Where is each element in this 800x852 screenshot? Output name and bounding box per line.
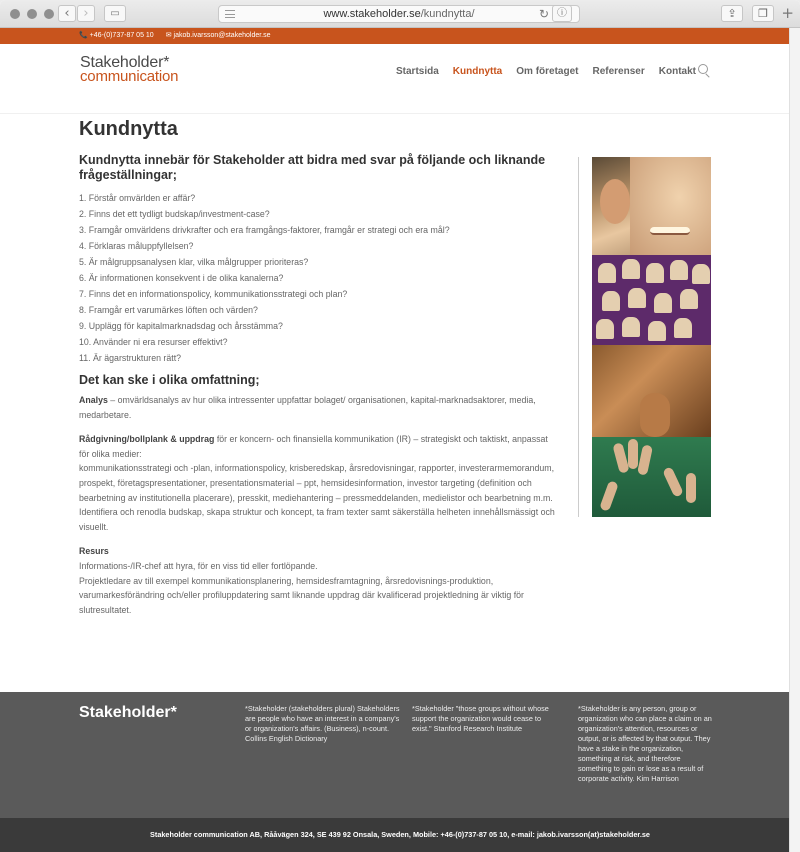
- logo-line-2: communication: [80, 68, 179, 85]
- footer-definition-3: *Stakeholder is any person, group or organization who can place a claim on an organization's attention, resources or output, or is affected by that output. They have a stake in the organization, something at risk, and therefore something to gain or lose as a result of corporate activity. Kim Harrison: [578, 704, 712, 783]
- radgivning-text: för er koncern- och finansiella kommunikation (IR) – strategiskt och taktiskt, anpassat för olika medier:: [79, 434, 548, 459]
- list-item: 10. Använder ni era resurser effektivt?: [79, 337, 228, 347]
- list-item: 8. Framgår ert varumärkes löften och värden?: [79, 305, 258, 315]
- radgivning-list: kommunikationsstrategi och -plan, informationspolicy, krisberedskap, årsredovisningar, rapporter, investerarmemorandum, prospekt, företagspresentationer, presentationsmaterial – ppt, hemsidesinformation, investor targeting (definition och bearbetning av institutionella placerare), presskit, mediehantering – pressmeddelanden, medielistor och bearbetning m.m.: [79, 463, 555, 503]
- list-item: 7. Finns det en informationspolicy, kommunikationsstrategi och plan?: [79, 289, 348, 299]
- nav-item-kontakt[interactable]: Kontakt: [658, 66, 696, 77]
- nav-item-startsida[interactable]: Startsida: [396, 66, 439, 77]
- question-list: [79, 190, 559, 366]
- resurs-line-2: Projektledare av till exempel kommunikationsplanering, hemsidesframtagning, årsredovisnings-produktion, varumarkesförändring och/eller profiluppdatering samt liknande uppdrag där kvalificerad projektledning är viktig för slutresultatet.: [79, 575, 524, 615]
- reader-icon[interactable]: [225, 10, 235, 18]
- main-content: [79, 118, 559, 627]
- topbar-email[interactable]: ✉ jakob.ivarsson@stakeholder.se: [165, 32, 271, 39]
- list-item: 5. Är målgruppsanalysen klar, vilka målgrupper prioriteras?: [79, 257, 309, 267]
- scope-heading: Det kan ske i olika omfattning;: [79, 373, 260, 387]
- list-item: 9. Upplägg för kapitalmarknadsdag och årsstämma?: [79, 321, 283, 331]
- radgivning-label: Rådgivning/bollplank & uppdrag: [79, 434, 215, 445]
- tabs-overview-button[interactable]: ❐: [752, 5, 774, 22]
- topbar-phone[interactable]: 📞 +46-(0)737-87 05 10: [79, 32, 154, 39]
- logo-line-1: Stakeholder*: [80, 54, 170, 71]
- nav-item-om-foretaget[interactable]: Om företaget: [516, 66, 579, 77]
- minimize-window-button[interactable]: [27, 9, 37, 19]
- new-tab-button[interactable]: +: [781, 4, 794, 22]
- list-item: 3. Framgår omvärldens drivkrafter och era framgångs-faktorer, framgår er strategi och era mål?: [79, 225, 450, 235]
- intro-heading: Kundnytta innebär för Stakeholder att bidra med svar på följande och liknande frågeställningar;: [79, 153, 546, 182]
- nav-item-referenser[interactable]: Referenser: [592, 66, 645, 77]
- sidebar-toggle-button[interactable]: ▭: [104, 5, 126, 22]
- radgivning-extra: Identifiera och renodla budskap, skapa struktur och koncept, ta fram texter samt säkerställa helheten innehållsmässigt och visuellt.: [79, 507, 555, 532]
- list-item: 6. Är informationen konsekvent i de olika kanalerna?: [79, 273, 284, 283]
- window-controls: [10, 9, 54, 19]
- analys-text: – omvärldsanalys av hur olika intressenter uppfattar bolaget/ organisationen, kapital-marknadsaktorer, media, medarbetare.: [79, 395, 536, 420]
- forward-button[interactable]: ›: [77, 5, 95, 22]
- address-bar[interactable]: [218, 5, 580, 23]
- phone-text: +46-(0)737-87 05 10: [89, 32, 154, 39]
- audience-3d-glasses-photo: [592, 255, 711, 345]
- page-title: Kundnytta: [79, 118, 178, 140]
- info-button[interactable]: ⓘ: [552, 5, 572, 22]
- url-domain: www.stakeholder.se: [323, 8, 421, 20]
- list-item: 2. Finns det ett tydligt budskap/investment-case?: [79, 209, 270, 219]
- resurs-label: Resurs: [79, 546, 109, 557]
- browser-toolbar: [0, 0, 800, 28]
- analys-paragraph: [79, 393, 559, 422]
- search-icon[interactable]: [698, 64, 708, 74]
- list-item: 4. Förklaras måluppfyllelsen?: [79, 241, 194, 251]
- email-text: jakob.ivarsson@stakeholder.se: [173, 32, 271, 39]
- share-button[interactable]: ⇪: [721, 5, 743, 22]
- footer-bottom-bar: Stakeholder communication AB, Rååvägen 324, SE 439 92 Onsala, Sweden, Mobile: +46-(0)737-87 05 10, e-mail: jakob.ivarsson(at)stakeholder.se: [0, 818, 800, 852]
- zoom-window-button[interactable]: [44, 9, 54, 19]
- close-window-button[interactable]: [10, 9, 20, 19]
- site-logo[interactable]: [80, 56, 178, 84]
- back-button[interactable]: ‹: [58, 5, 76, 22]
- thinking-face-photo: [592, 345, 711, 437]
- radgivning-paragraph: [79, 432, 559, 534]
- boy-ear-photo: [592, 157, 711, 255]
- footer-brand: Stakeholder*: [79, 704, 177, 721]
- site-footer: [0, 692, 800, 818]
- reload-icon[interactable]: ↻: [538, 7, 549, 21]
- contact-topbar: [0, 28, 800, 44]
- list-item: 11. Är ägarstrukturen rätt?: [79, 353, 182, 363]
- footer-definition-1: *Stakeholder (stakeholders plural) Stakeholders are people who have an interest in a company's or organization's affairs. (Business), n-count. Collins English Dictionary: [245, 704, 400, 743]
- raised-hands-photo: [592, 437, 711, 517]
- list-item: 1. Förstår omvärlden er affär?: [79, 193, 196, 203]
- nav-item-kundnytta[interactable]: Kundnytta: [452, 66, 503, 77]
- analys-label: Analys: [79, 395, 108, 405]
- resurs-line-1: Informations-/IR-chef att hyra, för en viss tid eller fortlöpande.: [79, 560, 318, 571]
- url-path: /kundnytta/: [420, 8, 475, 20]
- site-header: [0, 44, 800, 114]
- resurs-paragraph: [79, 544, 559, 617]
- main-nav: [396, 66, 710, 77]
- scrollbar[interactable]: [789, 28, 800, 852]
- footer-definition-2: *Stakeholder "those groups without whose support the organization would cease to exist." Stanford Research Institute: [412, 704, 549, 733]
- sidebar-images: [578, 157, 710, 517]
